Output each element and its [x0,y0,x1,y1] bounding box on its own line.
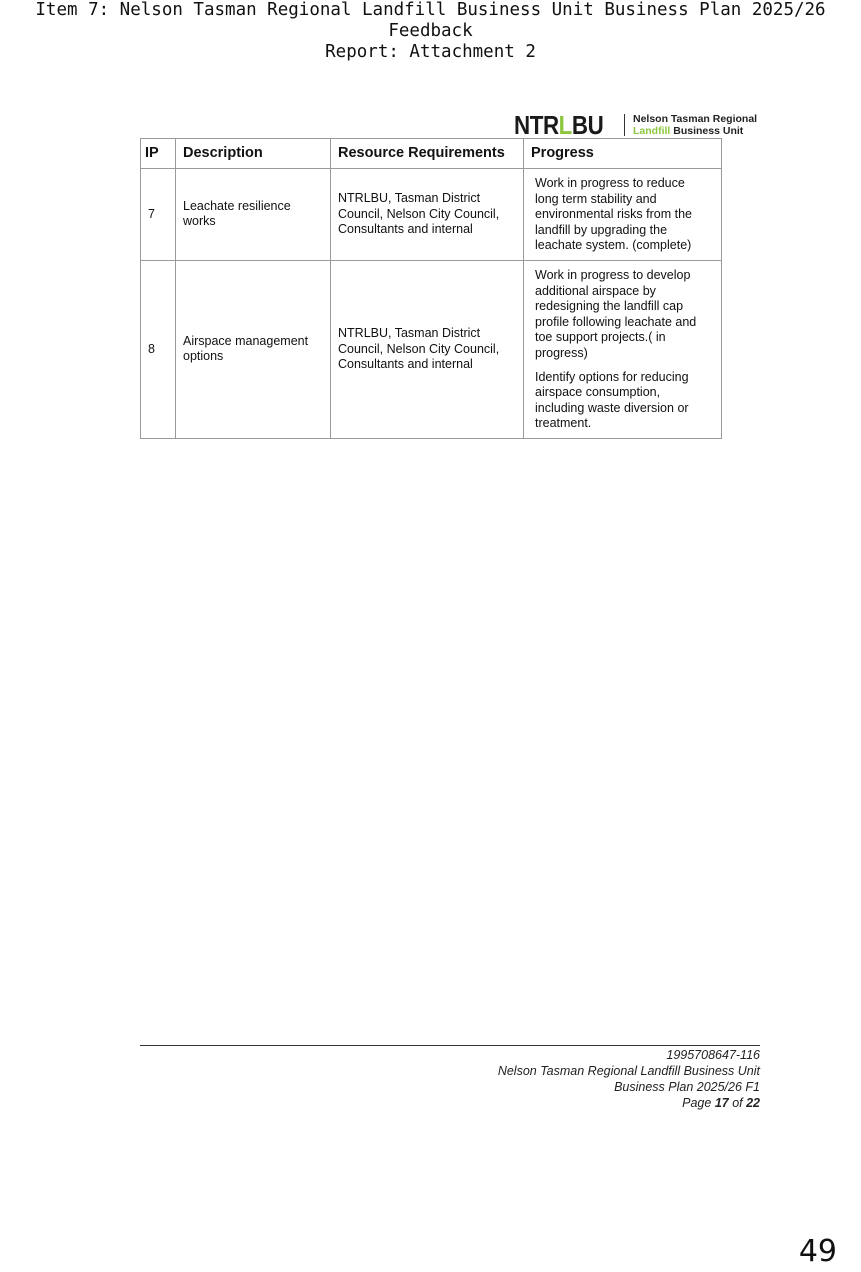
cell-resources: NTRLBU, Tasman District Council, Nelson City Council, Consultants and internal [331,169,524,261]
footer-rule [140,1045,760,1046]
table-row [141,169,722,261]
agenda-header-line1: Item 7: Nelson Tasman Regional Landfill Business Unit Business Plan 2025/26 Feedback [35,0,826,41]
logo-subtitle: Nelson Tasman Regional Landfill Business Unit [633,113,758,137]
table-row [141,260,722,438]
ntrlbu-logo [514,111,757,139]
cell-progress [524,169,722,261]
agenda-page-number: 49 [798,1234,837,1269]
logo-separator [624,114,625,136]
progress-text: Identify options for reducing airspace consumption, including waste diversion or treatment. [535,369,689,431]
cell-resources: NTRLBU, Tasman District Council, Nelson City Council, Consultants and internal [331,260,524,438]
agenda-header-line2: Report: Attachment 2 [325,42,536,62]
page-footer [498,1047,760,1111]
cell-ip: 7 [141,169,176,261]
footer-page: Page 17 of 22 [682,1096,760,1110]
cell-description: Leachate resilience works [176,169,331,261]
cell-progress [524,260,722,438]
footer-org: Nelson Tasman Regional Landfill Business Unit [497,1064,760,1078]
logo-wordmark: NTRLBU [514,110,604,140]
header-resource-requirements: Resource Requirements [331,139,524,169]
footer-doc-id: 1995708647-116 [666,1048,760,1062]
table-header-row [141,139,722,169]
footer-plan: Business Plan 2025/26 F1 [614,1080,760,1094]
cell-description: Airspace management options [176,260,331,438]
progress-text: Work in progress to reduce long term stability and environmental risks from the landfill by upgrading the leachate system. (complete) [535,176,693,253]
header-progress: Progress [524,139,722,169]
header-ip: IP [141,139,176,169]
cell-ip: 8 [141,260,176,438]
progress-text: Work in progress to develop additional airspace by redesigning the landfill cap profile following leachate and toe support projects.( in progress) [535,267,697,360]
agenda-header [0,0,861,63]
header-description: Description [176,139,331,169]
business-plan-table [140,138,722,439]
